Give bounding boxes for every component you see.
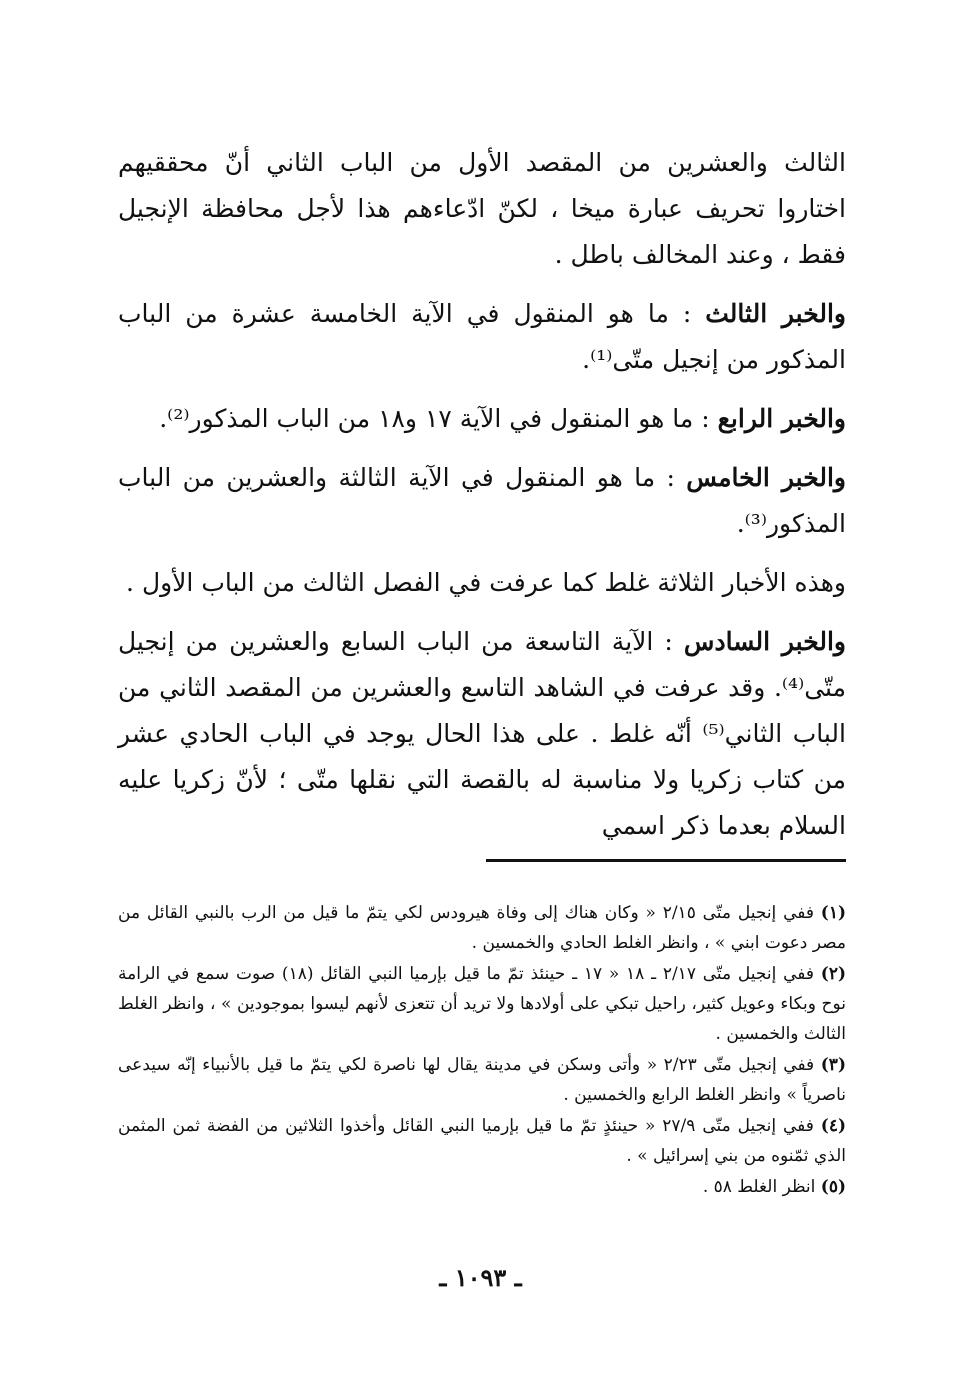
paragraph-lead: والخبر الخامس	[686, 463, 846, 492]
footnote-number: (٤)	[820, 1116, 846, 1136]
footnote-divider	[486, 859, 846, 862]
footnotes	[118, 898, 846, 1203]
paragraph-lead: والخبر الثالث	[705, 299, 846, 328]
paragraph-text: : ما هو المنقول في الآية الخامسة عشرة من الباب المذكور من إنجيل متّى⁽¹⁾.	[118, 299, 846, 374]
footnote-number: (١)	[820, 903, 846, 923]
paragraph-text: : الآية التاسعة من الباب السابع والعشرين من إنجيل متّى⁽⁴⁾. وقد عرفت في الشاهد التاسع والعشرين من المقصد الثاني من الباب الثاني⁽⁵⁾ أنّه غلط . على هذا الحال يوجد في الباب الحادي عشر من كتاب زكريا ولا مناسبة له بالقصة التي نقلها متّى ؛ لأنّ زكريا عليه السلام بعدما ذكر اسمي	[118, 627, 846, 840]
footnote-number: (٣)	[820, 1055, 846, 1075]
paragraph-1	[118, 140, 846, 278]
page-number: ـ ١٠٩٣ ـ	[439, 1263, 522, 1292]
footnote-3	[118, 1050, 846, 1110]
footnote-number: (٢)	[820, 964, 846, 984]
footnote-text: انظر الغلط ٥٨ .	[702, 1177, 821, 1197]
paragraph-3	[118, 396, 846, 442]
footnote-4	[118, 1111, 846, 1171]
footnote-text: ففي إنجيل متّى ٢٧/٩ « حينئذٍ تمّ ما قيل بإرميا النبي القائل وأخذوا الثلاثين من الفضة ثمن المثمن الذي ثمّنوه من بني إسرائيل » .	[118, 1116, 846, 1166]
footnote-2	[118, 959, 846, 1049]
paragraph-4	[118, 455, 846, 547]
footnote-text: ففي إنجيل متّى ٢/١٧ ـ ١٨ « ١٧ ـ حينئذ تمّ ما قيل بإرميا النبي القائل (١٨) صوت سمع في الرامة نوح وبكاء وعويل كثير، راحيل تبكي على أولادها ولا تريد أن تتعزى لأنهم ليسوا بموجودين » ، وانظر الغلط الثالث والخمسين .	[118, 964, 846, 1044]
paragraph-6	[118, 619, 846, 849]
paragraph-lead: والخبر الرابع	[717, 404, 846, 433]
paragraph-text: الثالث والعشرين من المقصد الأول من الباب الثاني أنّ محققيهم اختاروا تحريف عبارة ميخا ، لكنّ ادّعاءهم هذا لأجل محافظة الإنجيل فقط ، وعند المخالف باطل .	[118, 148, 846, 269]
footnote-5	[118, 1172, 846, 1202]
paragraph-text: : ما هو المنقول في الآية الثالثة والعشرين من الباب المذكور⁽³⁾.	[118, 463, 846, 538]
paragraph-5	[118, 560, 846, 606]
paragraph-text: : ما هو المنقول في الآية ١٧ و١٨ من الباب المذكور⁽²⁾.	[159, 404, 718, 433]
footnote-number: (٥)	[820, 1177, 846, 1197]
footnote-text: ففي إنجيل متّى ٢/٢٣ « وأتى وسكن في مدينة يقال لها ناصرة لكي يتمّ ما قيل بالأنبياء إنّه سيدعى ناصرياً » وانظر الغلط الرابع والخمسين .	[118, 1055, 846, 1105]
footnote-text: ففي إنجيل متّى ٢/١٥ « وكان هناك إلى وفاة هيرودس لكي يتمّ ما قيل من الرب بالنبي القائل من مصر دعوت ابني » ، وانظر الغلط الحادي والخمسين .	[118, 903, 846, 953]
paragraph-text: وهذه الأخبار الثلاثة غلط كما عرفت في الفصل الثالث من الباب الأول .	[126, 568, 846, 597]
paragraph-lead: والخبر السادس	[683, 627, 846, 656]
footnote-1	[118, 898, 846, 958]
main-text	[118, 140, 846, 862]
paragraph-2	[118, 291, 846, 383]
